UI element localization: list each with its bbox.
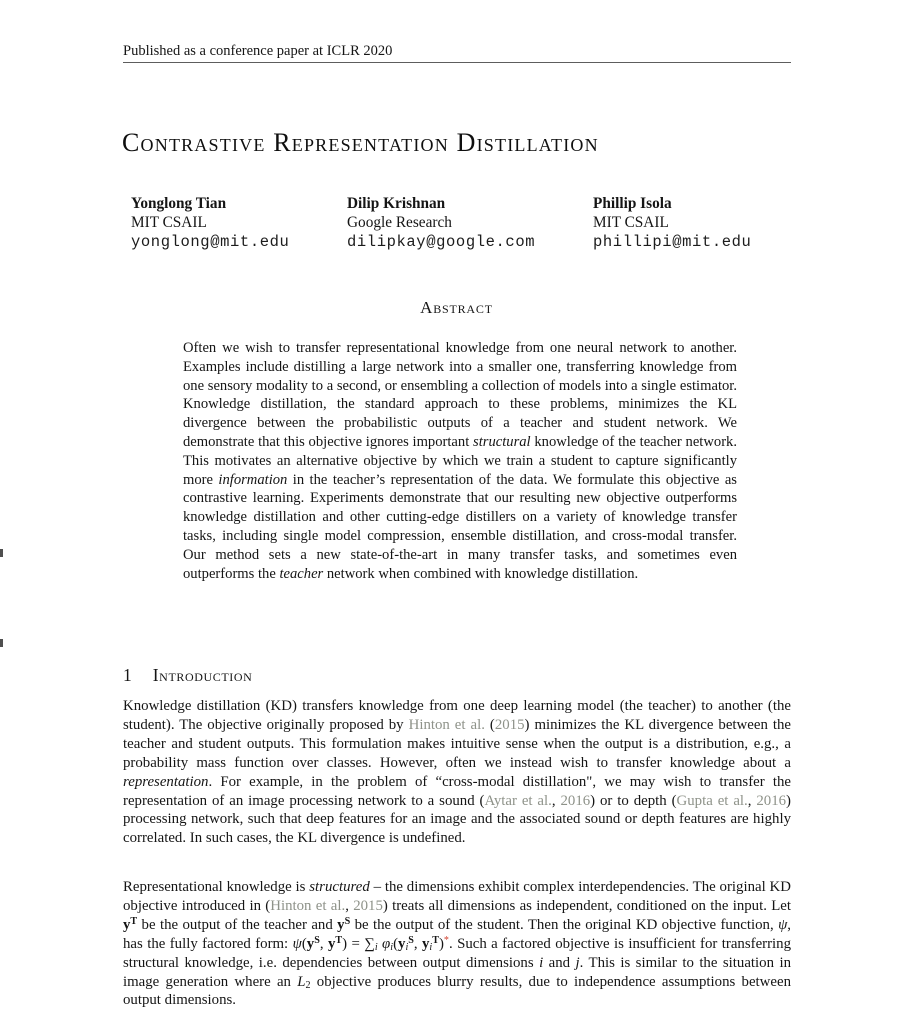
text-run: ∑ [364, 935, 375, 952]
text-run: i [539, 954, 544, 971]
text-run: y [123, 916, 131, 933]
citation-link[interactable]: 2016 [756, 792, 787, 809]
author-phillip-isola [593, 194, 751, 252]
text-run: i [429, 941, 433, 953]
section-number: 1 [123, 665, 132, 685]
text-run: knowledge of the teacher network. This motivates an alternative objective by which we train a student to capture significantly more [183, 433, 738, 488]
text-run: . This is similar to the situation in image generation where an [123, 954, 791, 990]
text-run: information [218, 471, 288, 488]
text-run: T [130, 915, 138, 927]
citation-link[interactable]: Gupta et al. [676, 792, 748, 809]
section-title: Introduction [152, 665, 253, 685]
author-name: Dilip Krishnan [347, 195, 446, 212]
text-run: y [327, 935, 336, 952]
text-run: ) treats all dimensions as independent, conditioned on the input. Let [382, 897, 791, 914]
text-run: . Such a factored objective is insufficient for transferring structural knowledge, i.e. dependencies between output dimensions [123, 935, 792, 971]
abstract-heading: Abstract [420, 298, 493, 317]
text-run: ) processing network, such that deep features for an image and the associated sound or depth features are highly correlated. In such cases, the KL divergence is undefined. [123, 792, 791, 847]
intro-paragraph-1 [123, 697, 791, 848]
text-run: . For example, in the problem of “cross-modal distillation", we may wish to transfer the representation of an image processing network to a sound ( [123, 773, 791, 809]
text-run: , [551, 792, 561, 809]
text-run: Knowledge distillation (KD) transfers knowledge from one deep learning model (the teacher) to another (the student). The objective originally proposed by [123, 698, 791, 733]
text-run: y [337, 916, 345, 933]
text-run: φ [382, 935, 391, 952]
text-run: be the output of the student. Then the original KD objective function, [350, 916, 779, 933]
author-email: phillipi@mit.edu [593, 233, 752, 251]
text-run: and [543, 954, 576, 971]
text-run: ) or to depth ( [590, 792, 677, 809]
text-run: , [345, 897, 354, 914]
text-run: S [314, 934, 320, 946]
text-run: T [432, 934, 439, 946]
text-run: S [344, 915, 351, 927]
running-header: Published as a conference paper at ICLR 2020 [123, 43, 393, 59]
text-run: network when combined with knowledge distillation. [323, 565, 639, 582]
text-run: structural [473, 433, 531, 450]
section-heading-introduction [123, 665, 790, 686]
text-run: y [306, 935, 315, 952]
author-affiliation: MIT CSAIL [593, 214, 669, 231]
text-run: – the dimensions exhibit complex interdependencies. The original KD objective introduced in ( [123, 879, 791, 914]
text-run: , [747, 792, 757, 809]
citation-link[interactable]: 2015 [353, 897, 383, 914]
text-run: L [297, 973, 306, 990]
text-run: ( [301, 935, 307, 952]
citation-link[interactable]: 2016 [560, 792, 591, 809]
text-run: ) = [342, 935, 365, 952]
citation-link[interactable]: 2015 [494, 716, 525, 733]
text-run: in the teacher’s representation of the data. We formulate this objective as contrastive learning. Experiments demonstrate that our resulting new objective outperforms knowledge distillation and other cutting-edge distillers on a variety of knowledge transfer tasks, including single model compression, ensemble distillation, and cross-modal transfer. Our method sets a new state-of-the-art in many transfer tasks, and sometimes even outperforms the [183, 471, 737, 582]
citation-link[interactable]: Hinton et al. [270, 897, 346, 914]
author-email: dilipkay@google.com [347, 233, 536, 251]
intro-paragraph-2 [123, 878, 791, 1010]
text-run: i [405, 941, 409, 953]
text-run: structured [309, 879, 370, 895]
author-name: Yonglong Tian [131, 195, 227, 212]
text-run: representation [123, 773, 209, 790]
text-run: ) [438, 935, 444, 952]
text-run: S [408, 934, 414, 946]
text-run: j [575, 954, 580, 971]
text-run: Often we wish to transfer representational knowledge from one neural network to another. Examples include distilling a large network into a smaller one, transferring knowledge from one sensory modality to a second, or ensembling a collection of models into a single estimator. Knowledge distillation, the standard approach to these problems, minimizes the KL divergence between the probabilistic outputs of a teacher and student network. We demonstrate that this objective ignores important [183, 340, 737, 450]
text-run: y [422, 935, 430, 952]
abstract-text [183, 339, 737, 583]
text-run: ( [393, 935, 399, 952]
text-run: , [413, 935, 422, 952]
citation-link[interactable]: Hinton et al. [408, 716, 485, 733]
text-run: be the output of the teacher and [137, 916, 338, 933]
author-yonglong-tian [131, 194, 347, 252]
footnote-marker[interactable]: * [443, 934, 449, 946]
text-run: T [335, 934, 343, 946]
text-run: ( [484, 716, 495, 733]
text-run: Representational knowledge is [123, 879, 310, 895]
author-block [131, 194, 811, 252]
text-run: , [319, 935, 328, 952]
text-run: ) minimizes the KL divergence between the teacher and student outputs. This formulation makes intuitive sense when the output is a distribution, e.g., a probability mass function over classes. However, often we instead wish to transfer knowledge about a [123, 716, 791, 771]
text-run: 2 [305, 979, 311, 991]
paper-title: Contrastive Representation Distillation [122, 128, 599, 157]
author-dilip-krishnan [347, 194, 593, 252]
header-rule [123, 62, 791, 63]
left-edge-artifact [0, 549, 3, 557]
citation-link[interactable]: Aytar et al. [484, 792, 552, 809]
text-run: ψ [292, 935, 302, 952]
text-run: i [374, 941, 378, 953]
text-run: i [390, 941, 394, 953]
author-affiliation: MIT CSAIL [131, 214, 207, 231]
author-affiliation: Google Research [347, 214, 452, 231]
text-run: objective produces blurry results, due to independence assumptions between output dimensions. [123, 973, 791, 1009]
text-run: teacher [279, 565, 324, 582]
text-run: ψ [778, 916, 788, 933]
left-edge-artifact [0, 639, 3, 647]
text-run: y [398, 935, 406, 952]
text-run: , has the fully factored form: [123, 916, 792, 952]
author-email: yonglong@mit.edu [131, 233, 290, 251]
author-name: Phillip Isola [593, 195, 672, 212]
